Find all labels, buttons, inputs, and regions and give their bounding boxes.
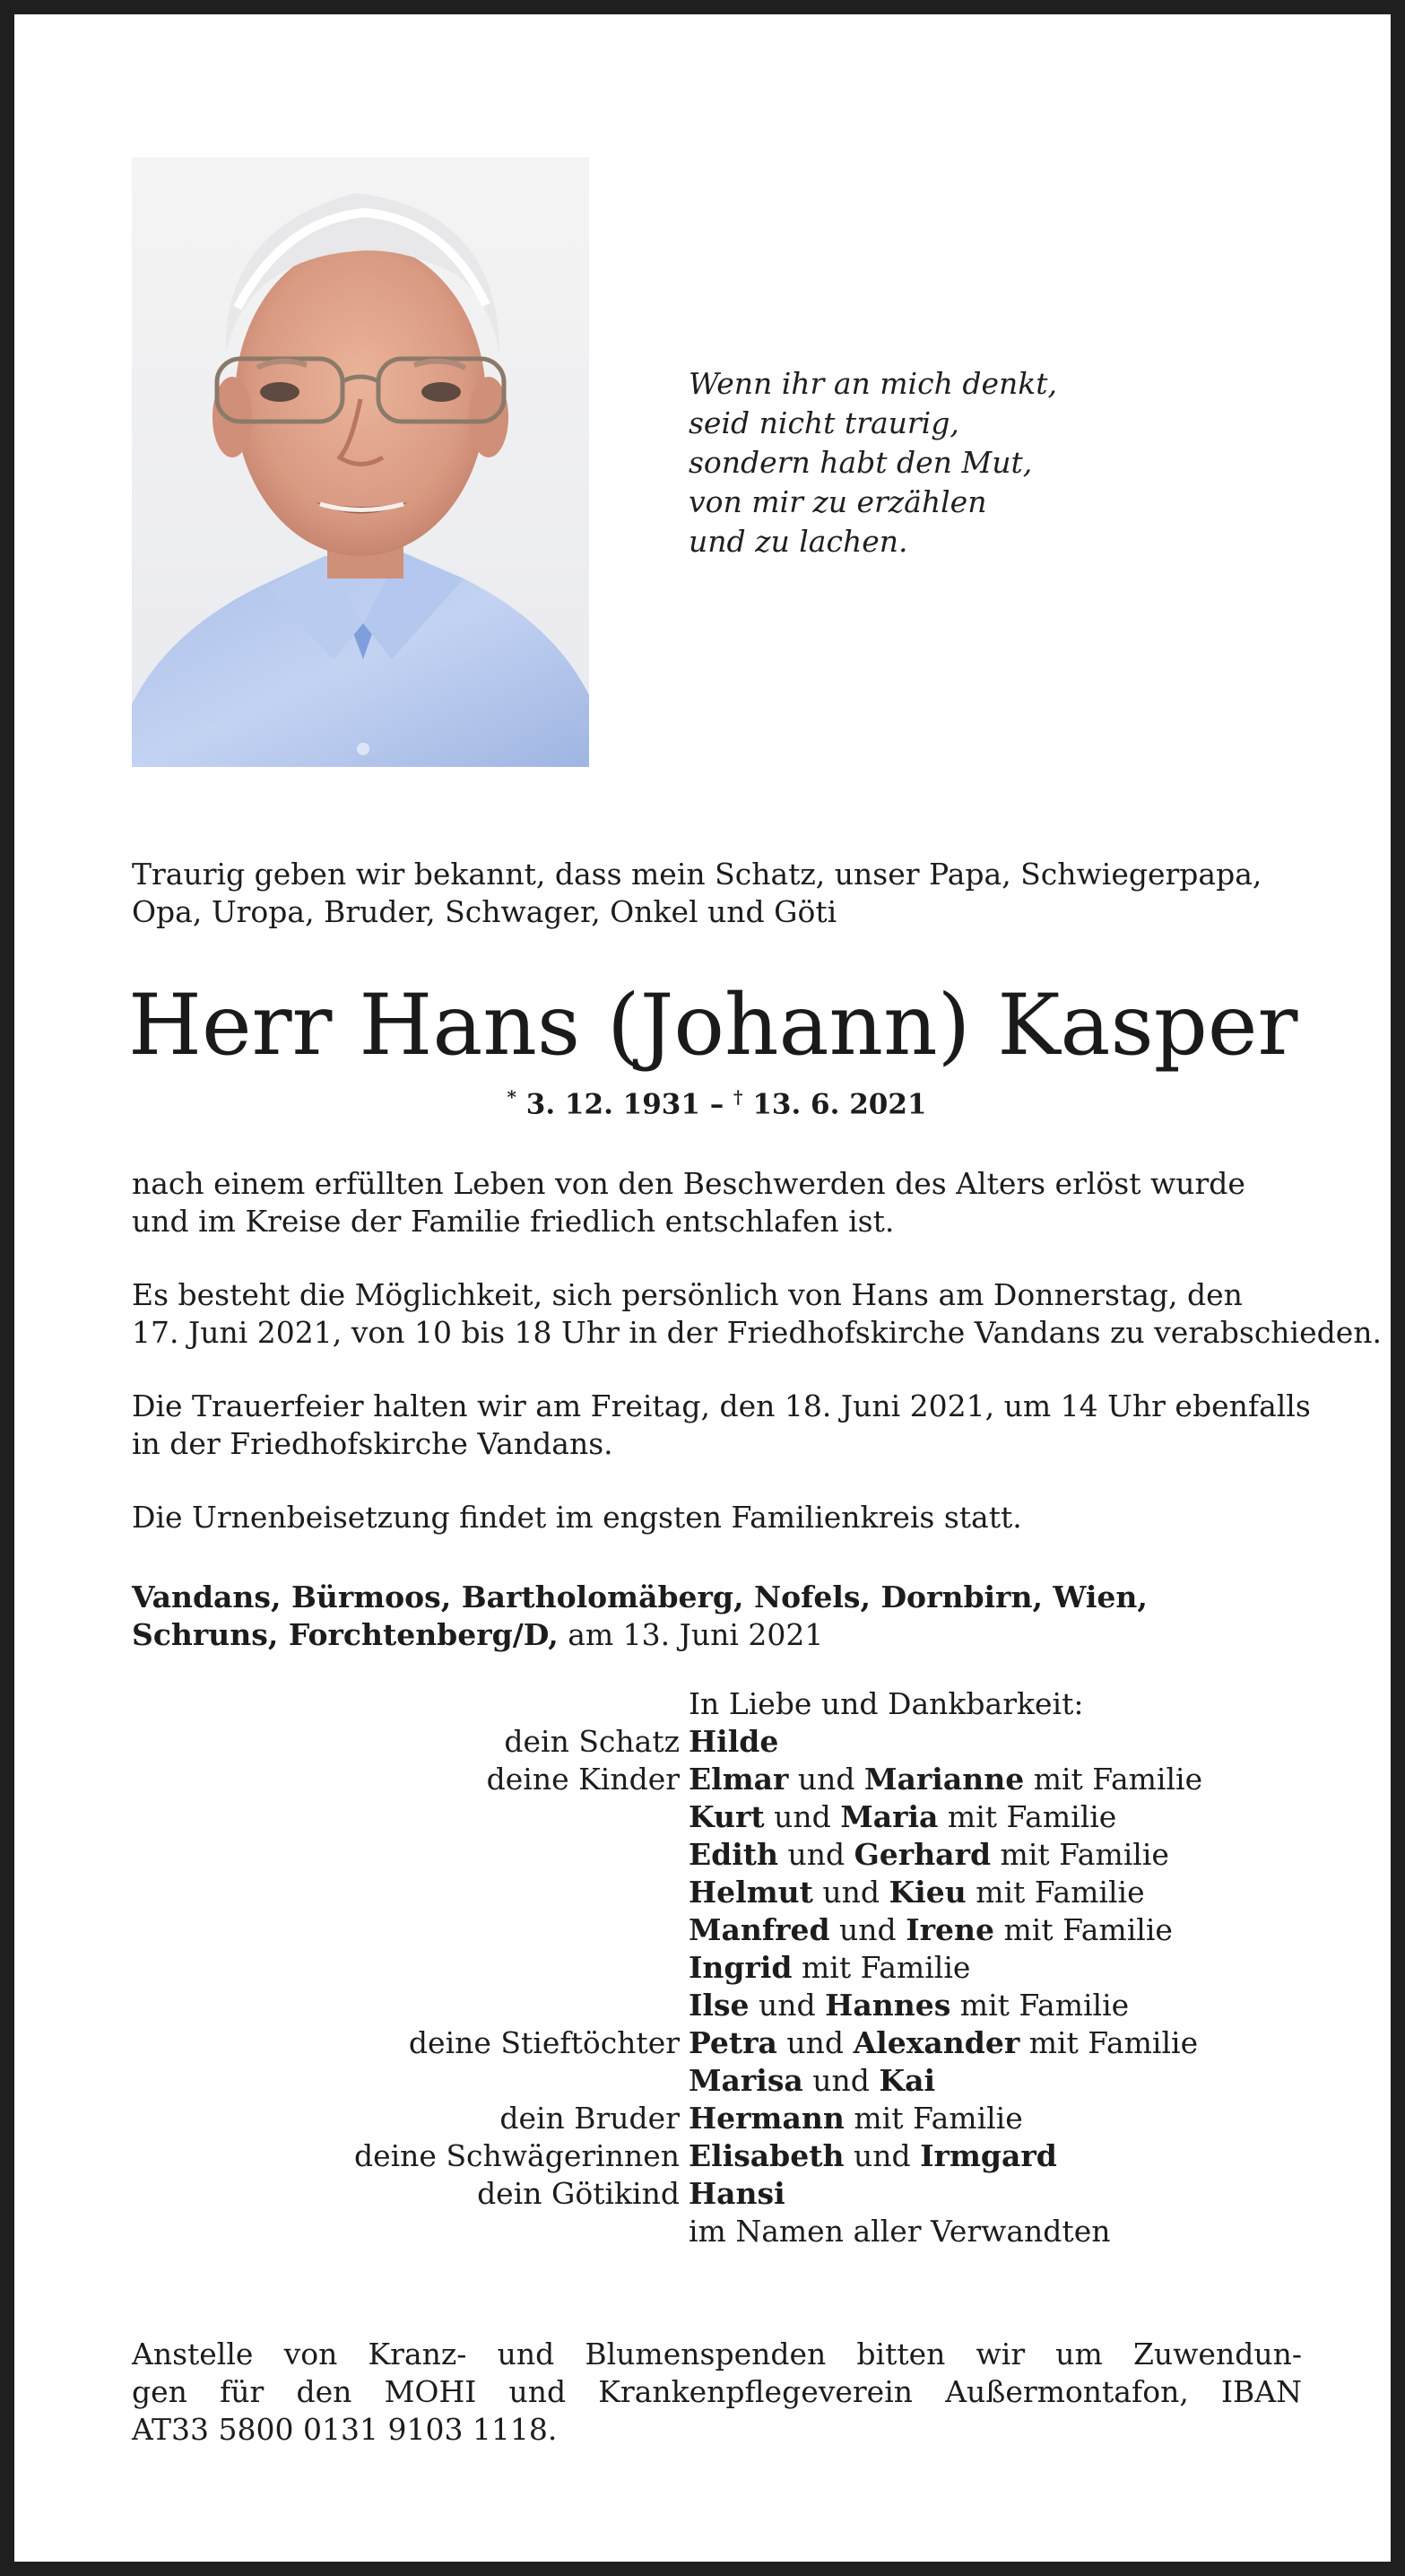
family-member-name: Ingrid xyxy=(689,1950,793,1985)
family-relation-label: dein Bruder xyxy=(499,2101,680,2136)
family-member-name: Hermann xyxy=(689,2101,845,2136)
family-member-name: Ilse xyxy=(689,1988,750,2023)
family-text: und xyxy=(788,1762,864,1797)
family-text: mit Familie xyxy=(950,1988,1130,2023)
family-text: mit Familie xyxy=(792,1950,971,1985)
family-text: und xyxy=(764,1799,841,1834)
birth-symbol: * xyxy=(507,1086,516,1108)
family-member-names xyxy=(689,2025,1198,2060)
donation-line: Anstelle von Kranz- und Blumenspenden bitten wir um Zuwendun- xyxy=(132,2337,1302,2371)
family-member-name: Helmut xyxy=(689,1875,813,1910)
family-row xyxy=(14,1724,1405,1762)
family-row xyxy=(14,2176,1405,2214)
text-line: Es besteht die Möglichkeit, sich persönlich von Hans am Donnerstag, den xyxy=(132,1277,1243,1312)
family-member-name: Irmgard xyxy=(920,2138,1057,2173)
portrait-photo xyxy=(132,157,589,767)
family-relation-label: deine Schwägerinnen xyxy=(353,2138,680,2173)
text-line: und im Kreise der Familie friedlich entschlafen ist. xyxy=(132,1204,895,1239)
donation-line: AT33 5800 0131 9103 1118. xyxy=(132,2412,558,2447)
family-member-name: Hannes xyxy=(825,1988,951,2023)
family-member-names xyxy=(689,2214,1110,2249)
family-heading: In Liebe und Dankbarkeit: xyxy=(689,1686,1084,1721)
family-text: mit Familie xyxy=(844,2101,1023,2136)
family-member-names xyxy=(689,2063,935,2098)
family-text: und xyxy=(812,1875,889,1910)
paragraph-funeral xyxy=(132,1388,1311,1463)
family-text: im Namen aller Verwandten xyxy=(689,2214,1111,2249)
family-member-names xyxy=(689,1950,970,1985)
quote-line: und zu lachen. xyxy=(689,524,908,559)
family-row xyxy=(14,1762,1405,1799)
family-row xyxy=(14,1950,1405,1988)
places-date: am 13. Juni 2021 xyxy=(558,1617,824,1652)
family-text: und xyxy=(844,2138,921,2173)
family-text: und xyxy=(778,1837,854,1872)
family-member-names xyxy=(689,1988,1129,2023)
family-member-names xyxy=(689,2101,1023,2136)
death-date: 13. 6. 2021 xyxy=(752,1088,927,1121)
text-line: 17. Juni 2021, von 10 bis 18 Uhr in der Friedhofskirche Vandans zu verabschieden. xyxy=(132,1315,1383,1350)
family-text: mit Familie xyxy=(991,1837,1169,1872)
intro-line: Traurig geben wir bekannt, dass mein Schatz, unser Papa, Schwiegerpapa, xyxy=(132,857,1262,892)
family-relation-label: deine Kinder xyxy=(486,1762,680,1797)
family-relation-label: deine Stieftöchter xyxy=(408,2025,680,2060)
family-text: und xyxy=(776,2025,854,2060)
family-row xyxy=(14,2138,1405,2176)
family-member-names xyxy=(689,1762,1202,1797)
paragraph-passing xyxy=(132,1165,1302,1240)
announcement-intro xyxy=(132,856,1302,931)
places-line-bold: Schruns, Forchtenberg/D, xyxy=(132,1617,559,1652)
family-row xyxy=(14,2063,1405,2101)
family-row xyxy=(14,2025,1405,2063)
text-line: Die Urnenbeisetzung findet im engsten Familienkreis statt. xyxy=(132,1500,1022,1535)
donation-line: gen für den MOHI und Krankenpflegeverein Außermontafon, IBAN xyxy=(132,2374,1302,2409)
family-text: und xyxy=(829,1912,906,1947)
places-and-date xyxy=(132,1579,1302,1654)
family-member-names xyxy=(689,2176,785,2211)
memorial-quote xyxy=(689,364,1057,561)
family-member-name: Edith xyxy=(689,1837,778,1872)
quote-line: von mir zu erzählen xyxy=(689,484,987,519)
family-text: mit Familie xyxy=(1019,2025,1199,2060)
family-member-name: Petra xyxy=(689,2025,777,2060)
family-member-names xyxy=(689,1724,778,1759)
family-text: mit Familie xyxy=(994,1912,1173,1947)
family-member-name: Elisabeth xyxy=(689,2138,845,2173)
family-member-name: Kurt xyxy=(689,1799,765,1834)
family-member-name: Elmar xyxy=(689,1762,789,1797)
family-row xyxy=(14,1912,1405,1950)
places-line: Vandans, Bürmoos, Bartholomäberg, Nofels, Dornbirn, Wien, xyxy=(132,1580,1148,1614)
quote-line: sondern habt den Mut, xyxy=(689,445,1033,480)
family-member-name: Marisa xyxy=(689,2063,803,2098)
deceased-name: Herr Hans (Johann) Kasper xyxy=(128,977,1298,1075)
family-member-name: Alexander xyxy=(853,2025,1020,2060)
family-member-name: Kieu xyxy=(889,1875,967,1910)
family-row xyxy=(14,1837,1405,1875)
quote-line: seid nicht traurig, xyxy=(689,405,959,440)
family-text: und xyxy=(802,2063,880,2098)
portrait-illustration xyxy=(132,157,589,767)
family-member-name: Irene xyxy=(906,1912,994,1947)
family-member-name: Gerhard xyxy=(854,1837,992,1872)
family-member-name: Hansi xyxy=(689,2176,785,2211)
life-dates xyxy=(14,1086,1405,1120)
date-separator: – xyxy=(709,1088,724,1121)
intro-line: Opa, Uropa, Bruder, Schwager, Onkel und Göti xyxy=(132,894,837,929)
family-text: mit Familie xyxy=(966,1875,1145,1910)
family-member-name: Kai xyxy=(879,2063,936,2098)
family-member-names xyxy=(689,1837,1169,1872)
family-member-name: Manfred xyxy=(689,1912,830,1947)
family-member-name: Hilde xyxy=(689,1724,779,1759)
family-row xyxy=(14,2214,1405,2251)
family-member-names xyxy=(689,1799,1116,1834)
family-member-name: Marianne xyxy=(864,1762,1025,1797)
family-text: mit Familie xyxy=(938,1799,1117,1834)
family-row xyxy=(14,1875,1405,1912)
family-row xyxy=(14,1988,1405,2025)
family-row xyxy=(14,2101,1405,2138)
quote-line: Wenn ihr an mich denkt, xyxy=(689,366,1057,401)
family-relation-label: dein Götikind xyxy=(477,2176,680,2211)
donation-request xyxy=(132,2336,1302,2449)
text-line: nach einem erfüllten Leben von den Beschwerden des Alters erlöst wurde xyxy=(132,1166,1245,1201)
family-relation-label: dein Schatz xyxy=(504,1724,680,1759)
paragraph-farewell xyxy=(132,1276,1383,1352)
family-text: und xyxy=(749,1988,826,2023)
birth-date: 3. 12. 1931 xyxy=(525,1088,700,1121)
family-text: mit Familie xyxy=(1024,1762,1203,1797)
paragraph-urn xyxy=(132,1499,1302,1536)
family-member-names xyxy=(689,1875,1145,1910)
text-line: in der Friedhofskirche Vandans. xyxy=(132,1426,613,1461)
death-symbol: † xyxy=(733,1086,743,1108)
text-line: Die Trauerfeier halten wir am Freitag, den 18. Juni 2021, um 14 Uhr ebenfalls xyxy=(132,1388,1311,1423)
family-member-names xyxy=(689,1912,1173,1947)
family-member-names xyxy=(689,2138,1057,2173)
family-row xyxy=(14,1799,1405,1837)
family-member-name: Maria xyxy=(840,1799,939,1834)
